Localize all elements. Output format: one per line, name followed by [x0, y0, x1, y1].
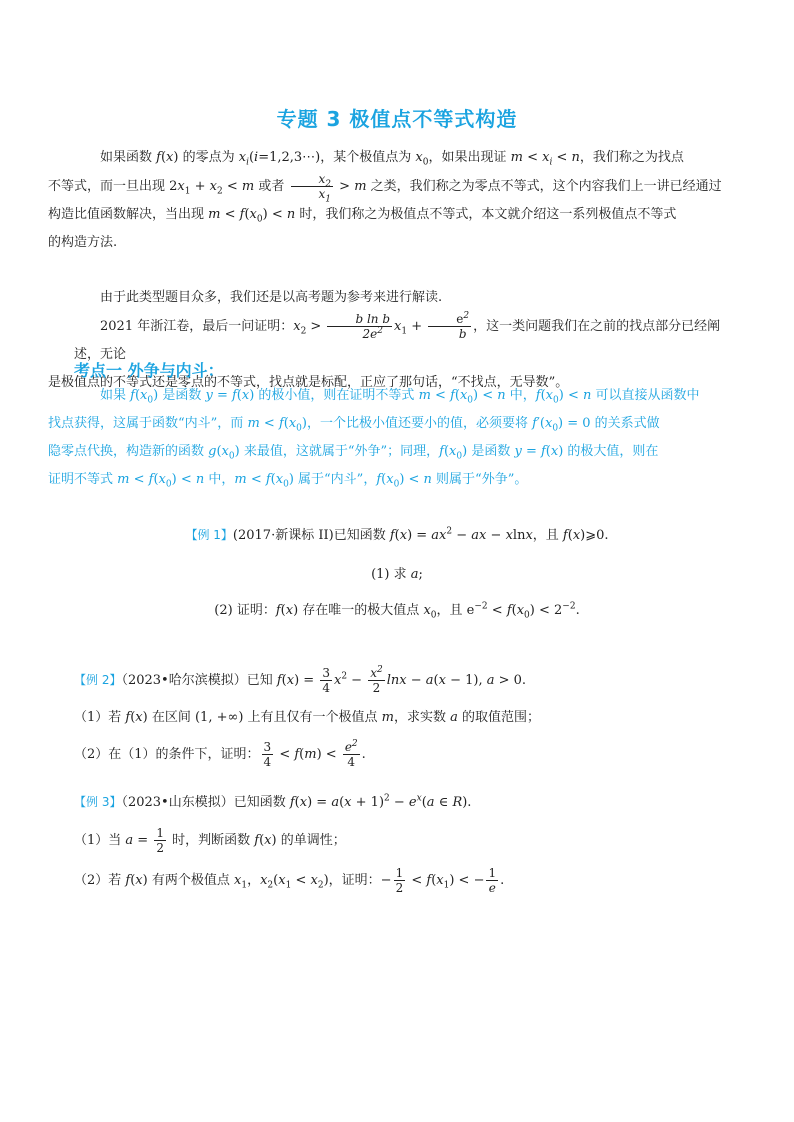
text: 之类，我们称之为零点不等式，这个内容我们上一讲已经通过	[366, 179, 722, 194]
text: 有两个极值点	[147, 873, 234, 888]
text: 来最值，这就属于“外争”；同理，	[239, 444, 440, 459]
text: 的构造方法.	[48, 235, 118, 250]
page-title: 专题 3 极值点不等式构造	[276, 107, 518, 131]
text: 隐零点代换，构造新的函数	[48, 444, 209, 459]
text: 是函数	[467, 444, 515, 459]
text: 的极大值，则在	[563, 444, 659, 459]
text: 时，判断函数	[167, 833, 255, 848]
intro-paragraph: 如果函数 f(x) 的零点为 $x_i(i=1,2,3\cdots)$，某个极值点为 $x_0$，如果出现证 $m < x_i < n$，我们称之为找点 不等式，而一旦出现 $2x_1 + x_2 < m$ 或者 $\frac{x_2}{x_1}$ > m 之类，我们称之为零点不等式，这个内容我们上一讲已经通过 构造比值函数解决，当出现 $m < f(x_0) < n$ 时，我们称之为极值点不等式，本文就介绍这一系列极值点不等式 的构造方法.	[48, 150, 722, 250]
text: ，一个比极小值还要小的值，必须要将	[306, 416, 533, 431]
text: 是函数	[158, 388, 206, 403]
text: 是极值点的不等式还是零点的不等式，找点就是标配，正应了那句话，“不找点，无导数”。	[48, 375, 569, 390]
text: 已知	[246, 673, 277, 688]
text: 如果	[100, 388, 131, 403]
text: 找点获得，这属于函数“内斗”，而	[48, 416, 248, 431]
example2-question2: （2）在（1）的条件下，证明： $\frac{3}{4}$ < f(m) < $\frac{e^2}{4}$ .	[74, 739, 366, 769]
example1-source: (2017·新课标 II)	[232, 528, 334, 543]
example1-question1: (1) 求 a;	[371, 567, 423, 582]
text: 的单调性；	[276, 833, 346, 848]
text: 或者	[254, 179, 289, 194]
text: 可以直接从函数中	[591, 388, 700, 403]
text: 构造比值函数解决，当出现	[48, 207, 209, 222]
section-heading: 考点一 外争与内斗：	[74, 361, 224, 380]
intro-paragraph-2: 由于此类型题目众多，我们还是以高考题为参考来进行解读.	[100, 290, 443, 305]
text: 属于“内斗”，	[293, 472, 377, 487]
example3-tag: 【例 3】	[74, 795, 122, 809]
text: 证明不等式	[48, 472, 118, 487]
text: 时，我们称之为极值点不等式，本文就介绍这一系列极值点不等式	[295, 207, 677, 222]
text: 已知函数	[233, 795, 290, 810]
text: 中，	[204, 472, 235, 487]
text: 不等式，而一旦出现	[48, 179, 170, 194]
section-paragraph: 如果 $f(x_0)$ 是函数 y = f(x) 的极小值，则在证明不等式 $m < f(x_0) < n$ 中，$f(x_0) < n$ 可以直接从函数中 找点获得，这属于函数“内斗”，而 $m < f(x_0)$，一个比极小值还要小的值，必须要将 $f'(x_0) = 0$ 的关系式做 隐零点代换，构造新的函数 $g(x_0)$ 来最值，这就属于“外争”；同理，$f(x_0)$ 是函数 y = f(x) 的极大值，则在 证明不等式 $m < f(x_0) < n$ 中，$m < f(x_0)$ 属于“内斗”，$f(x_0) < n$ 则属于“外争”。	[48, 388, 700, 490]
text: ，证明：	[328, 873, 381, 888]
text: 则属于“外争”。	[431, 472, 528, 487]
text: ，求实数	[393, 710, 451, 725]
text: （1）当	[74, 833, 126, 848]
example1-question2: (2) 证明：f(x) 存在唯一的极大值点 $x_0$，且 $e^{-2} < f(x_0) < 2^{-2}$.	[214, 601, 580, 621]
text: ，我们称之为找点	[579, 150, 684, 165]
text: ，如果出现证	[428, 150, 511, 165]
text: （2）若	[74, 873, 126, 888]
example1-stem: 【例 1】(2017·新课标 II)已知函数 $f(x) = ax^2$ − ax − xlnx，且 f(x)⩾0.	[185, 526, 609, 543]
example3-stem: 【例 3】（2023•山东模拟）已知函数 $f(x) = a(x + 1)^2 - e^x(a$ ∈ R).	[74, 793, 472, 810]
text: 的取值范围；	[457, 710, 541, 725]
example3-source: （2023•山东模拟）	[121, 795, 234, 810]
text: ，	[247, 873, 261, 888]
text: 的零点为	[178, 150, 239, 165]
text: 在区间	[147, 710, 195, 725]
text: ，这一类问题我们在之前的找点部分已经阐述，无论	[74, 319, 721, 362]
example2-source: （2023•哈尔滨模拟）	[121, 673, 247, 688]
example2-question1: （1）若 f(x) 在区间 (1, +∞) 上有且仅有一个极值点 m，求实数 a 的取值范围；	[74, 710, 541, 725]
text: 的极小值，则在证明不等式	[254, 388, 419, 403]
text: 如果函数	[100, 150, 157, 165]
text: ，且	[532, 528, 563, 543]
intro-paragraph-3: 2021 年浙江卷，最后一问证明：$x_2$ > $\frac{\text{b ln b}}{2e^2}$ $x_1$ + $\frac{e^2}{b}$ ，这一类问题我们在之前的找点部分已经阐述，无论 是极值点的不等式还是零点的不等式，找点就是标配，正应了那句话，“不找点，无导数”。	[48, 311, 721, 390]
example2-stem: 【例 2】（2023•哈尔滨模拟）已知 f(x) = $\frac{3}{4}$ $x^2$ − $\frac{x^2}{2}$ lnx − a(x − 1), a > 0.	[74, 665, 527, 695]
example3-question1: （1）当 a = $\frac{1}{2}$ 时，判断函数 f(x) 的单调性；	[74, 826, 346, 855]
text: 2021 年浙江卷，最后一问证明：	[100, 319, 294, 334]
text: 中，	[505, 388, 536, 403]
example3-question2: （2）若 f(x) 有两个极值点 $x_1$，$x_2(x_1 < x_2)$，证明：− $\frac{1}{2}$ < $f(x_1)$ < − $\frac{1}{e}$ .	[74, 866, 505, 895]
text: (2) 证明：	[214, 603, 276, 618]
text: （1）若	[74, 710, 126, 725]
text: 已知函数	[333, 528, 390, 543]
example1-tag: 【例 1】	[185, 528, 233, 542]
text: 存在唯一的极大值点	[298, 603, 424, 618]
text: ，且	[436, 603, 467, 618]
text: 上有且仅有一个极值点	[243, 710, 382, 725]
text: （2）在（1）的条件下，证明：	[74, 747, 260, 762]
example2-tag: 【例 2】	[74, 673, 122, 687]
text: ，某个极值点为	[320, 150, 416, 165]
text: (1) 求	[371, 567, 411, 582]
text: 的关系式做	[590, 416, 660, 431]
